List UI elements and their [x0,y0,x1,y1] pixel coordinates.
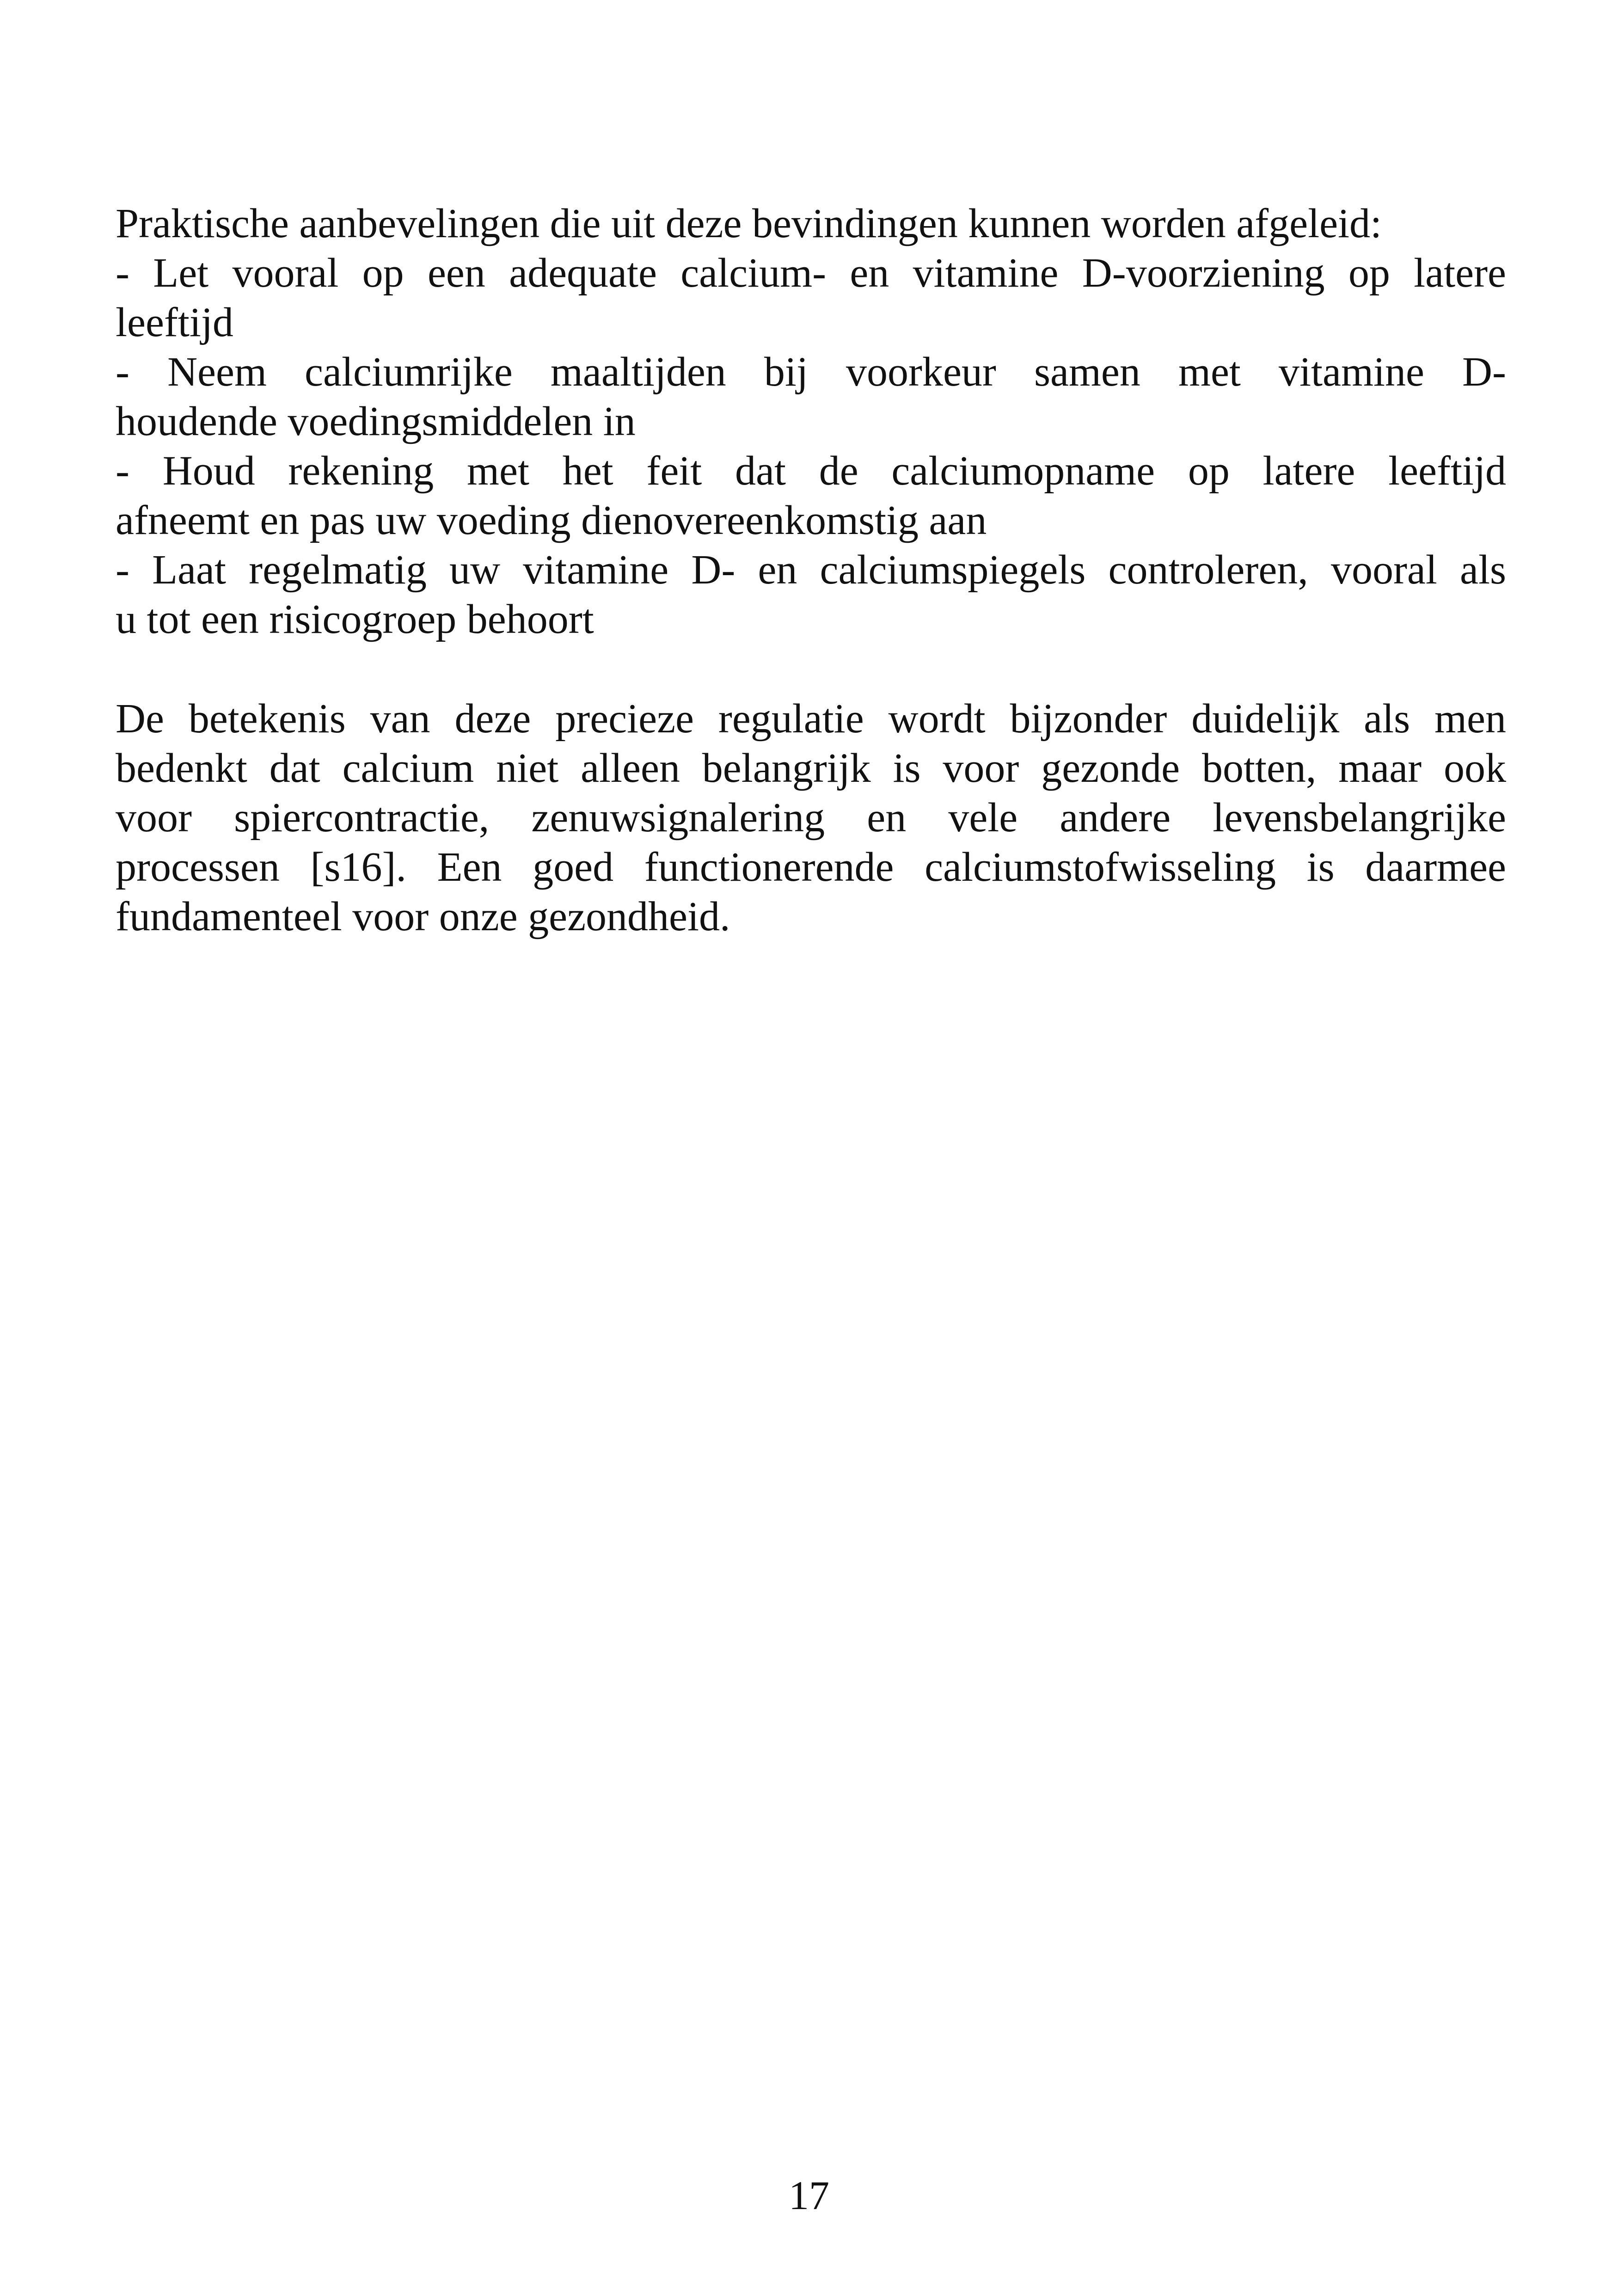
text-line: bedenkt dat calcium niet alleen belangrijk is voor gezonde botten, maar ook [116,745,1506,791]
list-item [116,248,1506,347]
text-line: Praktische aanbevelingen die uit deze bevindingen kunnen worden afgeleid: [116,201,1382,246]
text-line: u tot een risicogroep behoort [116,596,594,642]
page-number: 17 [789,2173,829,2218]
recommendations-list [116,248,1506,644]
paragraph-spacer [116,644,1506,694]
text-line: voor spiercontractie, zenuwsignalering en vele andere levensbelangrijke [116,795,1506,841]
body-paragraph [116,694,1506,941]
text-line: - Houd rekening met het feit dat de calciumopname op latere leeftijd [116,448,1506,494]
list-item [116,446,1506,545]
text-line: De betekenis van deze precieze regulatie wordt bijzonder duidelijk als men [116,696,1506,742]
text-line: fundamenteel voor onze gezondheid. [116,894,730,939]
text-line: - Neem calciumrijke maaltijden bij voorkeur samen met vitamine D- [116,349,1506,395]
recommendations-intro [116,199,1506,248]
text-line: - Let vooral op een adequate calcium- en vitamine D-voorziening op latere [116,250,1506,296]
text-line: houdende voedingsmiddelen in [116,399,636,444]
text-line: - Laat regelmatig uw vitamine D- en calciumspiegels controleren, vooral als [116,547,1506,593]
text-line: leeftijd [116,300,233,345]
page-body [116,199,1506,941]
text-line: afneemt en pas uw voeding dienovereenkomstig aan [116,497,987,543]
list-item [116,545,1506,644]
list-item [116,347,1506,446]
text-line: processen [s16]. Een goed functionerende calciumstofwisseling is daarmee [116,844,1506,890]
